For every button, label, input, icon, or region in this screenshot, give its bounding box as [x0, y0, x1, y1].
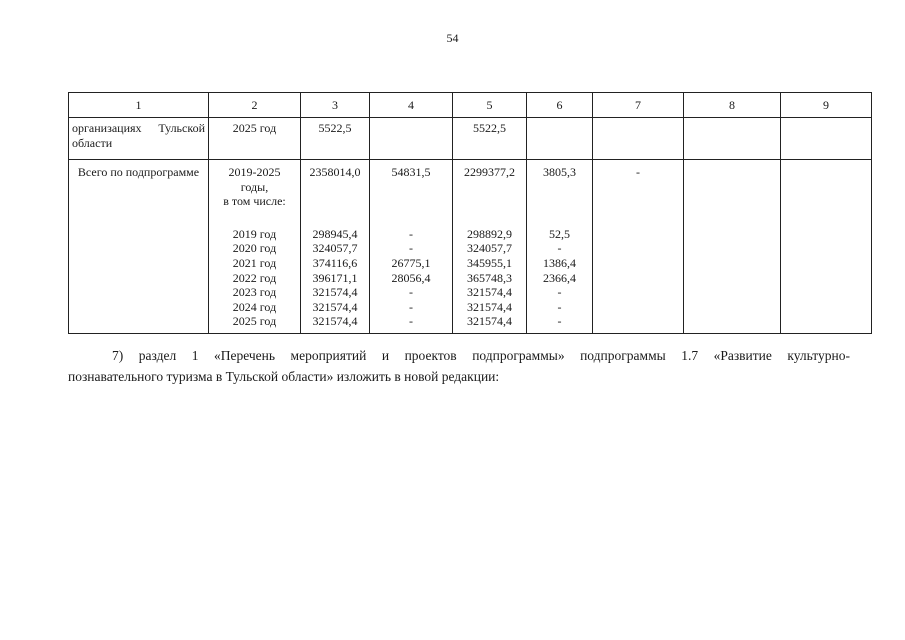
row-total-col6 — [527, 160, 593, 334]
subprogram-funding-table — [68, 92, 872, 334]
row-org-col9 — [781, 118, 872, 160]
amendment-paragraph — [68, 345, 850, 387]
year-value: - — [557, 241, 562, 256]
paragraph-line-1: 7) раздел 1 «Перечень мероприятий и проектов подпрограммы» подпрограммы 1.7 «Развитие культурно- — [112, 348, 850, 363]
year-value: 2366,4 — [543, 270, 576, 285]
period-line: 2019-2025 — [228, 165, 281, 179]
year-value: 324057,7 — [467, 241, 512, 256]
header-cell-8: 8 — [684, 93, 781, 118]
row-total-col5 — [453, 160, 527, 334]
year-value: 321574,4 — [467, 314, 512, 329]
header-cell-4: 4 — [370, 93, 453, 118]
row-org-name: организациях Тульской области — [69, 118, 209, 160]
year-value: - — [557, 314, 562, 329]
year-value: - — [409, 285, 413, 300]
year-value: 345955,1 — [467, 255, 512, 270]
period-line: годы, — [240, 179, 269, 194]
row-total-col7 — [593, 160, 684, 334]
year-value: - — [557, 299, 562, 314]
total-value: 2299377,2 — [464, 165, 515, 179]
page-number: 54 — [446, 31, 459, 45]
year-value: - — [409, 314, 413, 329]
year-value: 396171,1 — [312, 270, 358, 285]
row-org-col8 — [684, 118, 781, 160]
row-total-col9 — [781, 160, 872, 334]
year-label: 2021 год — [232, 255, 277, 270]
year-value: - — [557, 285, 562, 300]
year-value: 374116,6 — [312, 255, 358, 270]
header-cell-3: 3 — [301, 93, 370, 118]
year-value: - — [409, 226, 413, 241]
row-total-col3 — [301, 160, 370, 334]
row-org-period: 2025 год — [209, 118, 301, 160]
row-org-col6 — [527, 118, 593, 160]
year-label: 2024 год — [232, 299, 277, 314]
total-value: - — [636, 165, 640, 179]
year-label: 2019 год — [232, 226, 277, 241]
year-value: 324057,7 — [312, 241, 358, 256]
row-total-col8 — [684, 160, 781, 334]
total-value: 54831,5 — [391, 165, 431, 179]
row-org-col7 — [593, 118, 684, 160]
total-value: 3805,3 — [543, 165, 576, 179]
row-org-col3: 5522,5 — [301, 118, 370, 160]
header-cell-7: 7 — [593, 93, 684, 118]
header-cell-6: 6 — [527, 93, 593, 118]
year-value: 52,5 — [549, 226, 570, 241]
year-value: - — [409, 299, 413, 314]
year-value: 298892,9 — [467, 226, 512, 241]
year-value: 298945,4 — [312, 226, 358, 241]
year-value: 365748,3 — [467, 270, 512, 285]
year-value: 321574,4 — [312, 314, 358, 329]
row-total-period — [209, 160, 301, 334]
row-total-name: Всего по подпрограмме — [69, 160, 209, 334]
year-value: 321574,4 — [312, 299, 358, 314]
year-value: 321574,4 — [467, 285, 512, 300]
header-cell-9: 9 — [781, 93, 872, 118]
row-org-col4 — [370, 118, 453, 160]
table-row-total — [69, 160, 872, 334]
row-total-col4 — [370, 160, 453, 334]
paragraph-line-2: познавательного туризма в Тульской области» изложить в новой редакции: — [68, 369, 500, 384]
year-value: 321574,4 — [467, 299, 512, 314]
year-label: 2025 год — [232, 314, 277, 329]
period-line: в том числе: — [223, 194, 286, 209]
year-value: 26775,1 — [391, 255, 431, 270]
year-label: 2022 год — [232, 270, 277, 285]
table-row-organizations — [69, 118, 872, 160]
header-cell-5: 5 — [453, 93, 527, 118]
table-header-row — [69, 93, 872, 118]
year-value: 1386,4 — [543, 255, 576, 270]
year-value: - — [409, 241, 413, 256]
year-value: 321574,4 — [312, 285, 358, 300]
year-value: 28056,4 — [391, 270, 431, 285]
header-cell-2: 2 — [209, 93, 301, 118]
year-label: 2023 год — [232, 285, 277, 300]
row-org-col5: 5522,5 — [453, 118, 527, 160]
total-value: 2358014,0 — [309, 165, 361, 179]
header-cell-1: 1 — [69, 93, 209, 118]
year-label: 2020 год — [232, 241, 277, 256]
